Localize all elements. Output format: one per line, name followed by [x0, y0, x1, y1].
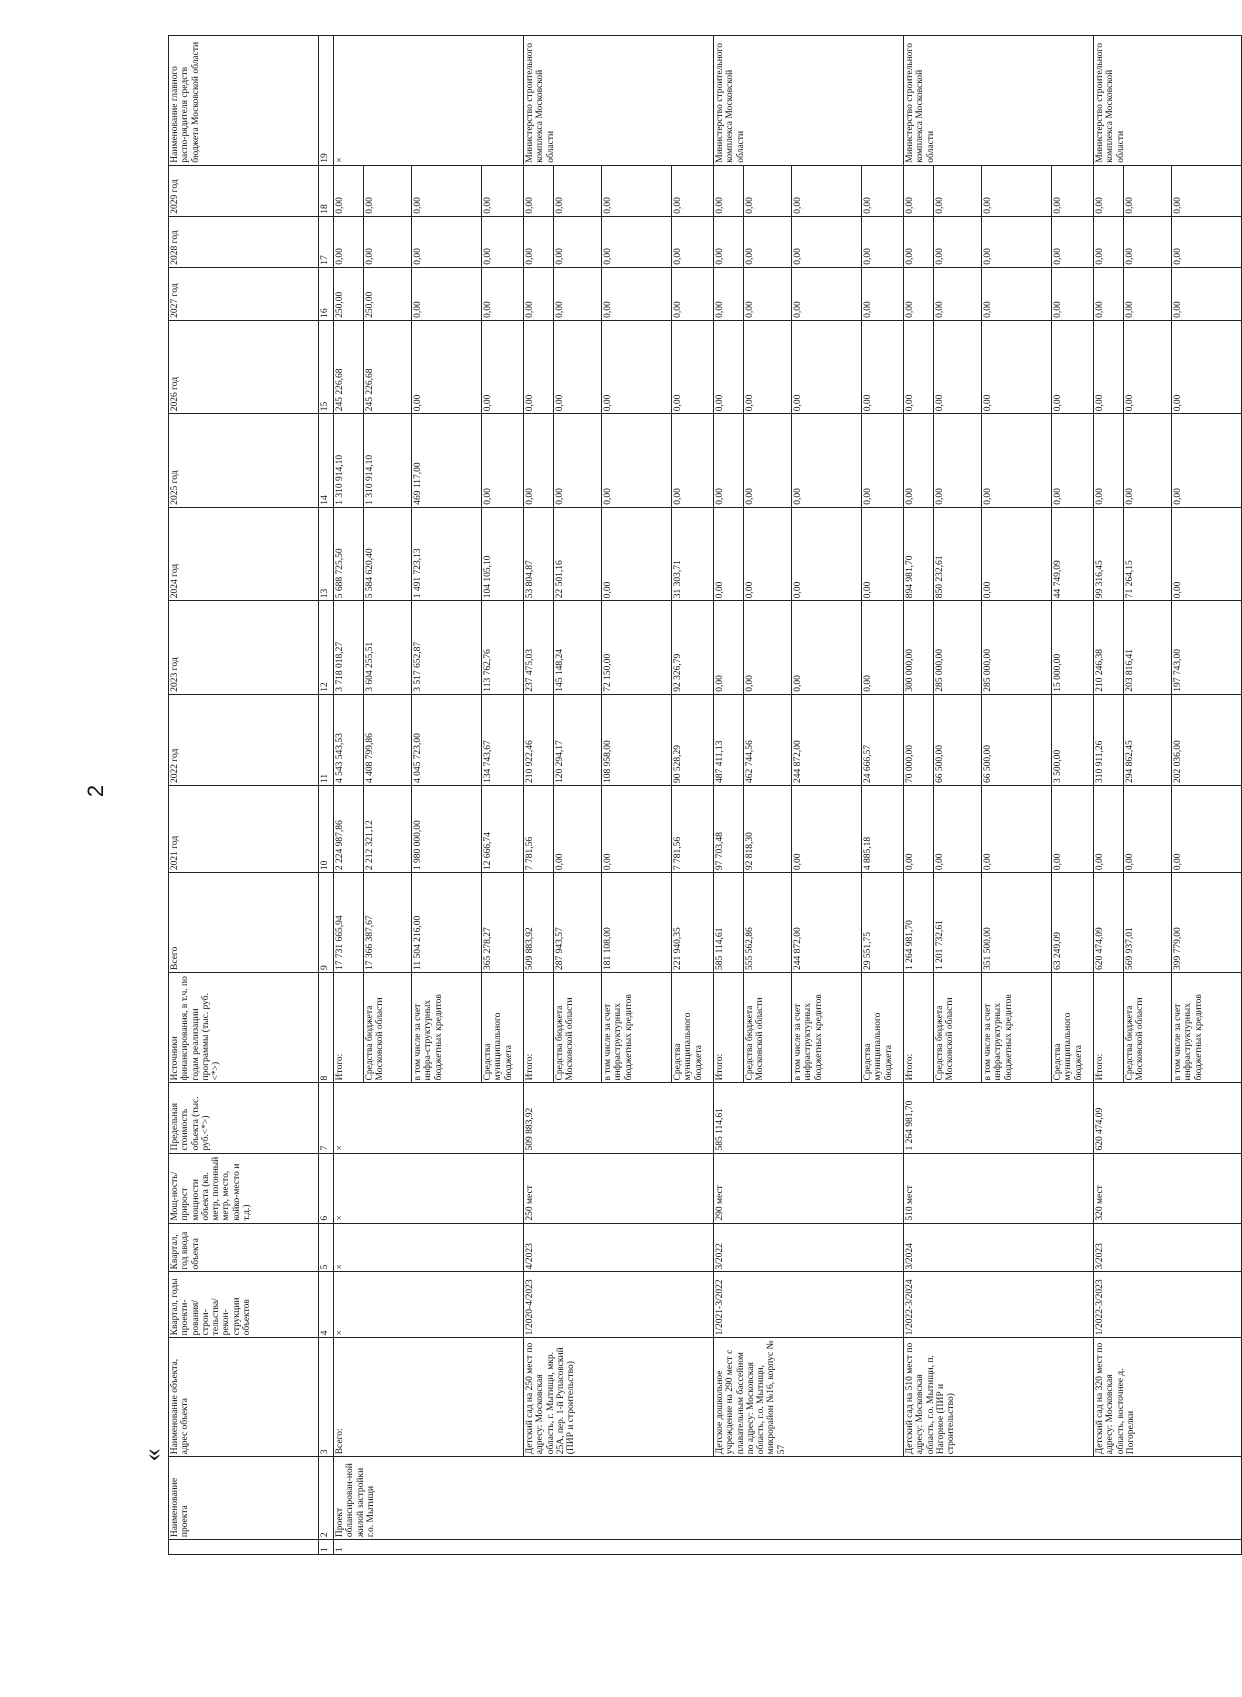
value-cell: 1 491 723,13: [412, 507, 482, 600]
value-cell: 0,00: [934, 216, 982, 267]
value-cell: 0,00: [744, 267, 792, 320]
value-cell: 0,00: [1172, 216, 1242, 267]
value-cell: 0,00: [482, 165, 524, 216]
value-cell: 0,00: [862, 601, 904, 694]
value-cell: 0,00: [554, 414, 602, 507]
value-cell: 15 000,00: [1052, 601, 1094, 694]
value-cell: 0,00: [1052, 165, 1094, 216]
value-cell: 0,00: [904, 267, 934, 320]
table-row: [524, 36, 554, 1555]
value-cell: 0,00: [1094, 216, 1124, 267]
value-cell: 0,00: [714, 165, 744, 216]
value-cell: 0,00: [602, 414, 672, 507]
funding-source-cell: Средства бюджета Московской области: [364, 972, 412, 1082]
column-number: 19: [319, 36, 334, 166]
column-number: 2: [319, 1457, 334, 1540]
value-cell: 0,00: [862, 165, 904, 216]
header-cell: 2027 год: [169, 267, 319, 320]
value-cell: 1 310 914,10: [364, 414, 412, 507]
funding-source-cell: Средства муниципального бюджета: [672, 972, 714, 1082]
value-cell: 0,00: [982, 216, 1052, 267]
value-cell: 0,00: [714, 320, 744, 413]
table-row: [714, 36, 744, 1555]
value-cell: 0,00: [1094, 320, 1124, 413]
value-cell: 4 045 723,00: [412, 694, 482, 785]
page-number: 2: [83, 784, 109, 798]
value-cell: 31 303,71: [672, 507, 714, 600]
value-cell: 0,00: [934, 320, 982, 413]
funding-source-cell: Средства бюджета Московской области: [1124, 972, 1172, 1082]
value-cell: 0,00: [1052, 786, 1094, 873]
funding-source-cell: Средства бюджета Московской области: [744, 972, 792, 1082]
value-cell: 0,00: [792, 216, 862, 267]
value-cell: 92 326,79: [672, 601, 714, 694]
funding-source-cell: Средства муниципального бюджета: [482, 972, 524, 1082]
value-cell: 0,00: [1124, 216, 1172, 267]
value-cell: 399 779,00: [1172, 873, 1242, 973]
value-cell: 7 781,56: [524, 786, 554, 873]
value-cell: 0,00: [412, 267, 482, 320]
funding-source-cell: Итого:: [714, 972, 744, 1082]
value-cell: 0,00: [982, 414, 1052, 507]
column-number: 4: [319, 1272, 334, 1338]
value-cell: 0,00: [482, 267, 524, 320]
column-number: 10: [319, 786, 334, 873]
value-cell: 0,00: [672, 320, 714, 413]
object-name-cell: Всего:: [334, 1338, 524, 1457]
value-cell: 462 744,56: [744, 694, 792, 785]
value-cell: 0,00: [602, 320, 672, 413]
capacity-cell: ×: [334, 1153, 524, 1223]
value-cell: 245 226,68: [334, 320, 364, 413]
value-cell: 0,00: [412, 320, 482, 413]
distributor-cell: Министерство строительного комплекса Московской области: [714, 36, 904, 166]
value-cell: 181 108,00: [602, 873, 672, 973]
value-cell: 197 743,00: [1172, 601, 1242, 694]
value-cell: 113 762,76: [482, 601, 524, 694]
quarter-cell: ×: [334, 1223, 524, 1272]
value-cell: 0,00: [412, 216, 482, 267]
funding-source-cell: в том числе за счет инфраструктурных бюджетных кредитов: [602, 972, 672, 1082]
header-cell: Мощ-ность/ прирост мощности объекта (кв. метр, погонный метр, место, койко-место и т.д.): [169, 1153, 319, 1223]
value-cell: 287 943,57: [554, 873, 602, 973]
value-cell: 0,00: [672, 165, 714, 216]
value-cell: 5 584 620,40: [364, 507, 412, 600]
value-cell: 12 666,74: [482, 786, 524, 873]
value-cell: 0,00: [602, 216, 672, 267]
value-cell: 0,00: [602, 786, 672, 873]
value-cell: 202 036,00: [1172, 694, 1242, 785]
value-cell: 0,00: [602, 267, 672, 320]
value-cell: 0,00: [334, 216, 364, 267]
value-cell: 894 981,70: [904, 507, 934, 600]
row-index-cell: 1: [334, 1540, 1242, 1555]
value-cell: 0,00: [524, 267, 554, 320]
value-cell: 0,00: [792, 320, 862, 413]
value-cell: 210 246,38: [1094, 601, 1124, 694]
value-cell: 0,00: [744, 601, 792, 694]
value-cell: 3 718 018,27: [334, 601, 364, 694]
quote-mark: «: [137, 1448, 167, 1462]
value-cell: 203 816,41: [1124, 601, 1172, 694]
value-cell: 0,00: [672, 414, 714, 507]
header-cell: Квартал, год ввода объекта: [169, 1223, 319, 1272]
value-cell: 145 148,24: [554, 601, 602, 694]
value-cell: 300 000,00: [904, 601, 934, 694]
value-cell: 0,00: [744, 320, 792, 413]
value-cell: 0,00: [602, 507, 672, 600]
value-cell: 120 294,17: [554, 694, 602, 785]
value-cell: 0,00: [714, 414, 744, 507]
header-cell: Квартал, годы проекти-рования/ строи-тельства/ рекон-струкции объектов: [169, 1272, 319, 1338]
value-cell: 569 937,01: [1124, 873, 1172, 973]
header-cell: Источники финансирования, в т.ч. по годам реализации программы (тыс. руб.<*>): [169, 972, 319, 1082]
value-cell: 0,00: [934, 267, 982, 320]
table-row: [1094, 36, 1124, 1555]
value-cell: 0,00: [1172, 414, 1242, 507]
distributor-cell: Министерство строительного комплекса Московской области: [904, 36, 1094, 166]
value-cell: 0,00: [792, 414, 862, 507]
value-cell: 24 666,57: [862, 694, 904, 785]
header-cell: Наименование главного распо-рядителя средств бюджета Московской области: [169, 36, 319, 166]
value-cell: 210 922,46: [524, 694, 554, 785]
financing-table: [168, 35, 1242, 1555]
distributor-cell: Министерство строительного комплекса Московской области: [1094, 36, 1242, 166]
value-cell: 104 105,10: [482, 507, 524, 600]
header-cell: 2025 год: [169, 414, 319, 507]
table-body: [334, 36, 1242, 1555]
value-cell: 1 310 914,10: [334, 414, 364, 507]
value-cell: 0,00: [1124, 414, 1172, 507]
header-cell-blank: [169, 1540, 319, 1555]
value-cell: 0,00: [792, 601, 862, 694]
value-cell: 0,00: [602, 165, 672, 216]
value-cell: 0,00: [744, 165, 792, 216]
column-number: 9: [319, 873, 334, 973]
value-cell: 0,00: [982, 267, 1052, 320]
value-cell: 70 000,00: [904, 694, 934, 785]
capacity-cell: 510 мест: [904, 1153, 1094, 1223]
value-cell: 0,00: [554, 267, 602, 320]
value-cell: 244 872,00: [792, 694, 862, 785]
value-cell: 134 743,67: [482, 694, 524, 785]
value-cell: 0,00: [1094, 267, 1124, 320]
value-cell: 620 474,09: [1094, 873, 1124, 973]
value-cell: 1 980 000,00: [412, 786, 482, 873]
value-cell: 7 781,56: [672, 786, 714, 873]
value-cell: 3 517 652,87: [412, 601, 482, 694]
value-cell: 0,00: [554, 320, 602, 413]
value-cell: 3 500,00: [1052, 694, 1094, 785]
value-cell: 0,00: [482, 216, 524, 267]
value-cell: 285 000,00: [934, 601, 982, 694]
object-name-cell: Детский сад на 250 мест по адресу: Московская область, г. Мытищи, мкр. 25А, пер. 1-й Рупасовский (ПИР и строительство): [524, 1338, 714, 1457]
column-number: 7: [319, 1083, 334, 1153]
column-number: 15: [319, 320, 334, 413]
value-cell: 2 224 987,86: [334, 786, 364, 873]
table-row: [334, 36, 364, 1555]
value-cell: 92 818,30: [744, 786, 792, 873]
column-number: 11: [319, 694, 334, 785]
object-name-cell: Детское дошкольное учреждение на 290 мест с плавательным бассейном по адресу: Московская область, г.о. Мытищи, микрорайон №16, корпус № 57: [714, 1338, 904, 1457]
value-cell: 0,00: [714, 216, 744, 267]
value-cell: 0,00: [792, 267, 862, 320]
header-cell: 2028 год: [169, 216, 319, 267]
distributor-cell: ×: [334, 36, 524, 166]
value-cell: 0,00: [482, 414, 524, 507]
value-cell: 0,00: [1172, 165, 1242, 216]
value-cell: 0,00: [1172, 267, 1242, 320]
value-cell: 250,00: [364, 267, 412, 320]
value-cell: 90 528,29: [672, 694, 714, 785]
value-cell: 1 264 981,70: [904, 873, 934, 973]
value-cell: 4 408 799,86: [364, 694, 412, 785]
value-cell: 0,00: [792, 507, 862, 600]
capacity-cell: 320 мест: [1094, 1153, 1242, 1223]
funding-source-cell: в том числе за счет инфраструктурных бюджетных кредитов: [1172, 972, 1242, 1082]
limit-cost-cell: 509 883,92: [524, 1083, 714, 1153]
value-cell: 0,00: [904, 414, 934, 507]
quarter-cell: 4/2023: [524, 1223, 714, 1272]
value-cell: 0,00: [524, 216, 554, 267]
value-cell: 0,00: [672, 216, 714, 267]
header-cell: Наименование объекта, адрес объекта: [169, 1338, 319, 1457]
funding-source-cell: Итого:: [524, 972, 554, 1082]
value-cell: 469 117,00: [412, 414, 482, 507]
period-cell: 1/2020-4/2023: [524, 1272, 714, 1338]
capacity-cell: 290 мест: [714, 1153, 904, 1223]
header-cell: Наименование проекта: [169, 1457, 319, 1540]
value-cell: 0,00: [744, 507, 792, 600]
value-cell: 3 604 255,51: [364, 601, 412, 694]
value-cell: 0,00: [482, 320, 524, 413]
value-cell: 294 862,45: [1124, 694, 1172, 785]
column-number: 17: [319, 216, 334, 267]
value-cell: 22 501,16: [554, 507, 602, 600]
funding-source-cell: Средства муниципального бюджета: [862, 972, 904, 1082]
column-number: 16: [319, 267, 334, 320]
value-cell: 0,00: [1124, 267, 1172, 320]
value-cell: 0,00: [982, 786, 1052, 873]
value-cell: 17 731 665,94: [334, 873, 364, 973]
value-cell: 0,00: [1124, 165, 1172, 216]
value-cell: 0,00: [904, 165, 934, 216]
value-cell: 4 543 543,53: [334, 694, 364, 785]
distributor-cell: Министерство строительного комплекса Московской области: [524, 36, 714, 166]
value-cell: 0,00: [744, 414, 792, 507]
value-cell: 108 958,00: [602, 694, 672, 785]
funding-source-cell: Итого:: [904, 972, 934, 1082]
value-cell: 245 226,68: [364, 320, 412, 413]
value-cell: 0,00: [862, 414, 904, 507]
funding-source-cell: Средства бюджета Московской области: [934, 972, 982, 1082]
limit-cost-cell: ×: [334, 1083, 524, 1153]
value-cell: 71 264,15: [1124, 507, 1172, 600]
funding-source-cell: Итого:: [334, 972, 364, 1082]
value-cell: 487 411,13: [714, 694, 744, 785]
value-cell: 0,00: [1052, 414, 1094, 507]
value-cell: 0,00: [1124, 320, 1172, 413]
period-cell: 1/2021-3/2022: [714, 1272, 904, 1338]
value-cell: 4 885,18: [862, 786, 904, 873]
value-cell: 0,00: [1052, 267, 1094, 320]
value-cell: 97 703,48: [714, 786, 744, 873]
value-cell: 17 366 387,67: [364, 873, 412, 973]
value-cell: 0,00: [1172, 507, 1242, 600]
value-cell: 0,00: [904, 786, 934, 873]
value-cell: 365 278,27: [482, 873, 524, 973]
value-cell: 0,00: [364, 216, 412, 267]
value-cell: 99 316,45: [1094, 507, 1124, 600]
value-cell: 0,00: [862, 216, 904, 267]
funding-source-cell: в том числе за счет инфраструктурных бюджетных кредитов: [982, 972, 1052, 1082]
header-cell: 2024 год: [169, 507, 319, 600]
value-cell: 0,00: [744, 216, 792, 267]
value-cell: 72 150,00: [602, 601, 672, 694]
column-number: 13: [319, 507, 334, 600]
value-cell: 0,00: [714, 267, 744, 320]
value-cell: 63 249,09: [1052, 873, 1094, 973]
funding-source-cell: в том числе за счет инфраструктурных бюджетных кредитов: [792, 972, 862, 1082]
value-cell: 555 562,86: [744, 873, 792, 973]
value-cell: 53 804,87: [524, 507, 554, 600]
value-cell: 0,00: [524, 165, 554, 216]
limit-cost-cell: 585 114,61: [714, 1083, 904, 1153]
value-cell: 0,00: [714, 507, 744, 600]
value-cell: 585 114,61: [714, 873, 744, 973]
value-cell: 0,00: [934, 786, 982, 873]
project-name-cell: Проект облансирован-ной жилой застройки г.о. Мытищи: [334, 1457, 1242, 1540]
column-number: 12: [319, 601, 334, 694]
value-cell: 0,00: [904, 216, 934, 267]
limit-cost-cell: 1 264 981,70: [904, 1083, 1094, 1153]
period-cell: ×: [334, 1272, 524, 1338]
funding-source-cell: Средства бюджета Московской области: [554, 972, 602, 1082]
value-cell: 66 500,00: [982, 694, 1052, 785]
object-name-cell: Детский сад на 320 мест по адресу: Московская область, восточнее д. Погорелки: [1094, 1338, 1242, 1457]
quarter-cell: 3/2024: [904, 1223, 1094, 1272]
quarter-cell: 3/2023: [1094, 1223, 1242, 1272]
column-number: 14: [319, 414, 334, 507]
value-cell: 0,00: [862, 507, 904, 600]
value-cell: 221 940,35: [672, 873, 714, 973]
value-cell: 509 883,92: [524, 873, 554, 973]
table-row: [904, 36, 934, 1555]
value-cell: 0,00: [934, 165, 982, 216]
header-row: [169, 36, 319, 1555]
value-cell: 0,00: [334, 165, 364, 216]
object-name-cell: Детский сад на 510 мест по адресу: Московская область, г.о. Мытищи, п. Нагорное (ПИР и строительство): [904, 1338, 1094, 1457]
value-cell: 29 551,75: [862, 873, 904, 973]
value-cell: 310 911,26: [1094, 694, 1124, 785]
column-number: 3: [319, 1338, 334, 1457]
value-cell: 0,00: [1052, 320, 1094, 413]
header-cell: 2023 год: [169, 601, 319, 694]
value-cell: 0,00: [982, 165, 1052, 216]
value-cell: 0,00: [982, 320, 1052, 413]
value-cell: 0,00: [862, 320, 904, 413]
value-cell: 0,00: [364, 165, 412, 216]
column-number: 18: [319, 165, 334, 216]
value-cell: 0,00: [412, 165, 482, 216]
value-cell: 244 872,00: [792, 873, 862, 973]
value-cell: 2 212 321,12: [364, 786, 412, 873]
value-cell: 0,00: [554, 216, 602, 267]
rotated-table-wrapper: [168, 35, 1204, 1555]
quarter-cell: 3/2022: [714, 1223, 904, 1272]
value-cell: 0,00: [1094, 414, 1124, 507]
header-cell: 2026 год: [169, 320, 319, 413]
value-cell: 11 504 216,00: [412, 873, 482, 973]
column-number: 1: [319, 1540, 334, 1555]
value-cell: 0,00: [1094, 786, 1124, 873]
column-number: 5: [319, 1223, 334, 1272]
value-cell: 0,00: [524, 414, 554, 507]
value-cell: 250,00: [334, 267, 364, 320]
funding-source-cell: Итого:: [1094, 972, 1124, 1082]
column-number-row: [319, 36, 334, 1555]
value-cell: 0,00: [1172, 320, 1242, 413]
value-cell: 237 475,03: [524, 601, 554, 694]
value-cell: 66 500,00: [934, 694, 982, 785]
value-cell: 0,00: [792, 165, 862, 216]
value-cell: 0,00: [934, 414, 982, 507]
period-cell: 1/2022-3/2024: [904, 1272, 1094, 1338]
value-cell: 44 749,09: [1052, 507, 1094, 600]
limit-cost-cell: 620 474,09: [1094, 1083, 1242, 1153]
value-cell: 0,00: [904, 320, 934, 413]
header-cell: Предельная стоимость объекта (тыс. руб.<*>): [169, 1083, 319, 1153]
header-cell: 2022 год: [169, 694, 319, 785]
value-cell: 850 232,61: [934, 507, 982, 600]
value-cell: 0,00: [1052, 216, 1094, 267]
value-cell: 0,00: [554, 786, 602, 873]
value-cell: 0,00: [672, 267, 714, 320]
funding-source-cell: Средства муниципального бюджета: [1052, 972, 1094, 1082]
value-cell: 1 201 732,61: [934, 873, 982, 973]
capacity-cell: 250 мест: [524, 1153, 714, 1223]
value-cell: 0,00: [1124, 786, 1172, 873]
funding-source-cell: в том числе за счет инфра-структурных бюджетных кредитов: [412, 972, 482, 1082]
value-cell: 351 500,00: [982, 873, 1052, 973]
header-cell: 2029 год: [169, 165, 319, 216]
value-cell: 5 688 725,50: [334, 507, 364, 600]
column-number: 8: [319, 972, 334, 1082]
header-cell: 2021 год: [169, 786, 319, 873]
value-cell: 285 000,00: [982, 601, 1052, 694]
value-cell: 0,00: [862, 267, 904, 320]
value-cell: 0,00: [982, 507, 1052, 600]
value-cell: 0,00: [1172, 786, 1242, 873]
column-number: 6: [319, 1153, 334, 1223]
value-cell: 0,00: [792, 786, 862, 873]
value-cell: 0,00: [554, 165, 602, 216]
value-cell: 0,00: [1094, 165, 1124, 216]
value-cell: 0,00: [714, 601, 744, 694]
header-cell: Всего: [169, 873, 319, 973]
period-cell: 1/2022-3/2023: [1094, 1272, 1242, 1338]
value-cell: 0,00: [524, 320, 554, 413]
